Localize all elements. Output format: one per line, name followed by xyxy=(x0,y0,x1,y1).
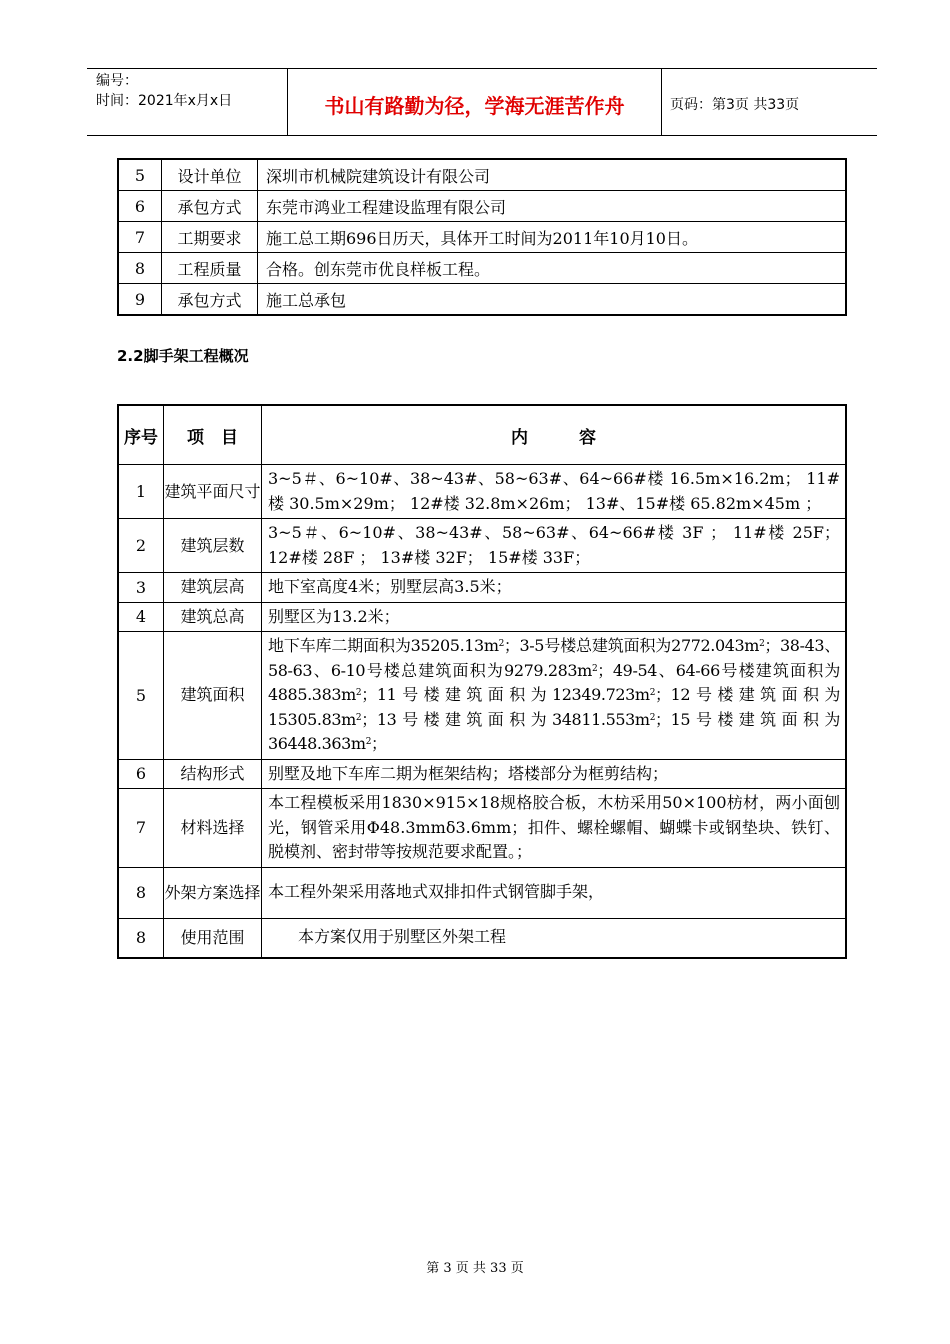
row-value: 东莞市鸿业工程建设监理有限公司 xyxy=(258,191,847,222)
row-number: 6 xyxy=(118,759,164,789)
row-label: 使用范围 xyxy=(164,918,262,958)
row-number: 6 xyxy=(118,191,162,222)
table-row xyxy=(118,465,846,519)
area-text: ；49-54、64-66号楼建筑面积为4885.383m xyxy=(268,660,840,704)
row-value: 施工总工期696日历天，具体开工时间为2011年10月10日。 xyxy=(258,222,847,253)
time-label: 时间：2021年x月x日 xyxy=(96,93,233,109)
table-row xyxy=(118,602,846,632)
row-number: 8 xyxy=(118,253,162,284)
table-row xyxy=(118,867,846,918)
area-text: 地下车库二期面积为35205.13m xyxy=(268,636,499,655)
row-content: 3~5＃、6~10#、38~43#、58~63#、64~66#楼 3F ； 11#楼 25F； 12#楼 28F ； 13#楼 32F； 15#楼 33F； xyxy=(262,519,847,573)
row-number: 3 xyxy=(118,573,164,603)
header-page-info: 页码：第3页 共33页 xyxy=(670,97,800,113)
table-row xyxy=(118,918,846,958)
superscript: 2 xyxy=(591,663,598,674)
row-number: 9 xyxy=(118,284,162,316)
row-content: 本工程外架采用落地式双排扣件式钢管脚手架， xyxy=(262,867,847,918)
row-number: 2 xyxy=(118,519,164,573)
row-label: 建筑层数 xyxy=(164,519,262,573)
table-row xyxy=(118,191,846,222)
table-row xyxy=(118,222,846,253)
row-content: 本工程模板采用1830×915×18规格胶合板，木枋采用50×100枋材，两小面刨光，钢管采用Φ48.3mmδ3.6mm；扣件、螺栓螺帽、蝴蝶卡或钢垫块、铁钉、脱模剂、密封带等按规范要求配置。； xyxy=(262,789,847,868)
table-row xyxy=(118,759,846,789)
section-title: 2.2脚手架工程概况 xyxy=(117,347,249,365)
table-row xyxy=(118,253,846,284)
row-label: 材料选择 xyxy=(164,789,262,868)
row-number: 7 xyxy=(118,222,162,253)
row-content: 地下室高度4米；别墅层高3.5米； xyxy=(262,573,847,603)
superscript: 2 xyxy=(365,737,372,747)
row-label: 建筑总高 xyxy=(164,602,262,632)
row-content: 3~5＃、6~10#、38~43#、58~63#、64~66#楼 16.5m×16.2m； 11#楼 30.5m×29m； 12#楼 32.8m×26m； 13#、15#楼 65.82m×45m ； xyxy=(262,465,847,519)
row-number: 4 xyxy=(118,602,164,632)
row-content-area xyxy=(262,632,847,760)
row-label: 建筑层高 xyxy=(164,573,262,603)
page-header xyxy=(87,68,877,136)
header-content: 内 容 xyxy=(262,405,847,465)
page-footer: 第 3 页 共 33 页 xyxy=(426,1261,524,1276)
table-row xyxy=(118,159,846,191)
area-text: ；3-5号楼总建筑面积为2772.043m xyxy=(503,636,760,655)
row-label: 承包方式 xyxy=(162,191,258,222)
table-row xyxy=(118,789,846,868)
header-meta xyxy=(87,69,288,135)
project-info-table xyxy=(117,158,847,316)
row-label: 建筑面积 xyxy=(164,632,262,760)
superscript: 2 xyxy=(355,688,362,698)
row-content: 本方案仅用于别墅区外架工程 xyxy=(262,918,847,958)
row-number: 7 xyxy=(118,789,164,868)
row-content: 别墅及地下车库二期为框架结构；塔楼部分为框剪结构； xyxy=(262,759,847,789)
scaffold-overview-table xyxy=(117,404,847,959)
row-value: 深圳市机械院建筑设计有限公司 xyxy=(258,159,847,191)
superscript: 2 xyxy=(498,639,504,649)
row-label: 工期要求 xyxy=(162,222,258,253)
area-text: ；15号楼建筑面积为36448.363m xyxy=(268,709,840,753)
row-label: 建筑平面尺寸 xyxy=(164,465,262,519)
table-row xyxy=(118,284,846,316)
table-row xyxy=(118,519,846,573)
row-label: 工程质量 xyxy=(162,253,258,284)
row-label: 设计单位 xyxy=(162,159,258,191)
row-label: 承包方式 xyxy=(162,284,258,316)
area-text: ； xyxy=(371,734,387,753)
area-text: ；11号楼建筑面积为12349.723m xyxy=(361,685,650,704)
row-number: 5 xyxy=(118,159,162,191)
superscript: 2 xyxy=(355,712,362,723)
superscript: 2 xyxy=(649,712,656,723)
header-motto: 书山有路勤为径，学海无涯苦作舟 xyxy=(288,69,662,135)
superscript: 2 xyxy=(759,639,765,649)
row-value: 合格。创东莞市优良样板工程。 xyxy=(258,253,847,284)
row-value: 施工总承包 xyxy=(258,284,847,316)
table-header-row xyxy=(118,405,846,465)
row-label: 外架方案选择 xyxy=(164,867,262,918)
area-text: ；38-43、58-63、6-10号楼总建筑面积为9279.283m xyxy=(268,636,840,680)
code-label: 编号： xyxy=(96,73,138,89)
row-number: 1 xyxy=(118,465,164,519)
area-text: ；13号楼建筑面积为34811.553m xyxy=(361,709,650,729)
superscript: 2 xyxy=(649,688,656,698)
area-text: ；12号楼建筑面积为15305.83m xyxy=(268,685,840,729)
row-number: 8 xyxy=(118,867,164,918)
table-row xyxy=(118,573,846,603)
row-number: 5 xyxy=(118,632,164,760)
table-row xyxy=(118,632,846,760)
row-label: 结构形式 xyxy=(164,759,262,789)
header-item: 项 目 xyxy=(164,405,262,465)
row-number: 8 xyxy=(118,918,164,958)
header-num: 序号 xyxy=(118,405,164,465)
row-content: 别墅区为13.2米； xyxy=(262,602,847,632)
